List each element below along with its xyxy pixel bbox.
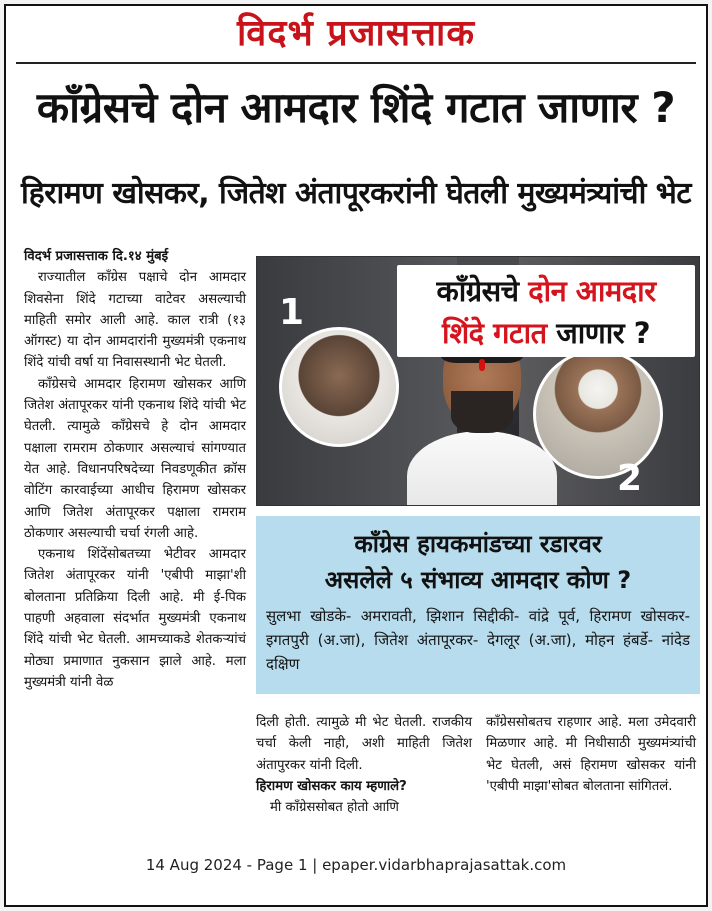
photo-label-1: 1: [279, 292, 305, 333]
article-paragraph: मी काँग्रेससोबत होतो आणि: [270, 800, 399, 816]
info-box-title: काँग्रेस हायकमांडच्या रडारवर असलेले ५ संभाव्य आमदार कोण ?: [324, 530, 632, 594]
masthead-rule: [16, 62, 696, 64]
article-paragraph: राज्यातील काँग्रेस पक्षाचे दोन आमदार शिवसेना शिंदे गटाच्या वाटेवर असल्याची माहिती समोर आली आहे. काल रात्री (१३ ऑगस्ट) या दोन आमदारांनी मुख्यमंत्री एकनाथ शिंदे यांची वर्षा या निवासस्थानी भेट घेतली.: [24, 270, 246, 371]
info-box: [256, 516, 700, 694]
article-subhead: हिरामण खोसकर काय म्हणाले?: [256, 778, 407, 794]
article-paragraph: काँग्रेससोबतच राहणार आहे. मला उमेदवारी मिळणार आहे. मी निधीसाठी मुख्यमंत्र्यांची भेट घेतली, असं हिरामण खोसकर यांनी 'एबीपी माझा'सोबत बोलताना सांगितलं.: [486, 715, 696, 794]
subheadline: हिरामण खोसकर, जितेश अंतापूरकरांनी घेतली मुख्यमंत्र्यांची भेट: [21, 176, 691, 211]
dateline: विदर्भ प्रजासत्ताक दि.१४ मुंबई: [24, 249, 169, 264]
photo-banner: [397, 265, 695, 357]
masthead: विदर्भ प्रजासत्ताक: [236, 13, 475, 54]
banner-line-2: शिंदे गटात जाणार ?: [441, 316, 651, 350]
article-column-3: [486, 712, 696, 797]
news-photo: [256, 256, 700, 506]
info-box-body: सुलभा खोडके- अमरावती, झिशान सिद्दीकी- वांद्रे पूर्व, हिरामण खोसकर- इगतपुरी (अ.जा), जितेश अंतापूरकर- देगलूर (अ.जा), मोहन हंबर्डे- नांदेड दक्षिण: [266, 607, 690, 673]
article-column-2: [256, 712, 472, 818]
headline: काँग्रेसचे दोन आमदार शिंदे गटात जाणार ?: [36, 83, 676, 132]
article-paragraph: काँग्रेसचे आमदार हिरामण खोसकर आणि जितेश अंतापूरकर यांनी एकनाथ शिंदे यांची भेट घेतली. त्यामुळे काँग्रेसचे हे दोन आमदार पक्षाला रामराम ठोकणार असल्याचं सांगण्यात येत आहे. विधानपरिषदेच्या निवडणूकीत क्रॉस वोटिंग कारवाईच्या आधीच हिरामण खोसकर आणि जितेश अंतापूरकर पक्षाला रामराम ठोकणार असल्याची चर्चा रंगली आहे.: [24, 376, 246, 541]
photo-label-2: 2: [617, 458, 643, 499]
mla-portrait-1: [279, 327, 399, 447]
banner-line-1: काँग्रेसचे दोन आमदार: [436, 274, 656, 308]
page-footer: 14 Aug 2024 - Page 1 | epaper.vidarbhaprajasattak.com: [145, 856, 567, 874]
newspaper-page: [4, 4, 708, 907]
article-paragraph: दिली होती. त्यामुळे मी भेट घेतली. राजकीय चर्चा केली नाही, अशी माहिती जितेश अंतापुरकर यांनी दिली.: [256, 715, 472, 773]
chief-minister-figure: [407, 335, 557, 506]
article-paragraph: एकनाथ शिंदेंसोबतच्या भेटीवर आमदार जितेश अंतापूरकर यांनी 'एबीपी माझा'शी बोलताना प्रतिक्रिया दिली आहे. मी ई-पिक पाहणी अहवाला संदर्भात मुख्यमंत्री एकनाथ शिंदे यांची भेट घेतली. आमच्याकडे शेतकऱ्यांचं मोठ्या प्रमाणात नुकसान झाले आहे. मला मुख्यमंत्री यांनी वेळ: [24, 547, 246, 690]
article-column-1: [24, 246, 246, 693]
